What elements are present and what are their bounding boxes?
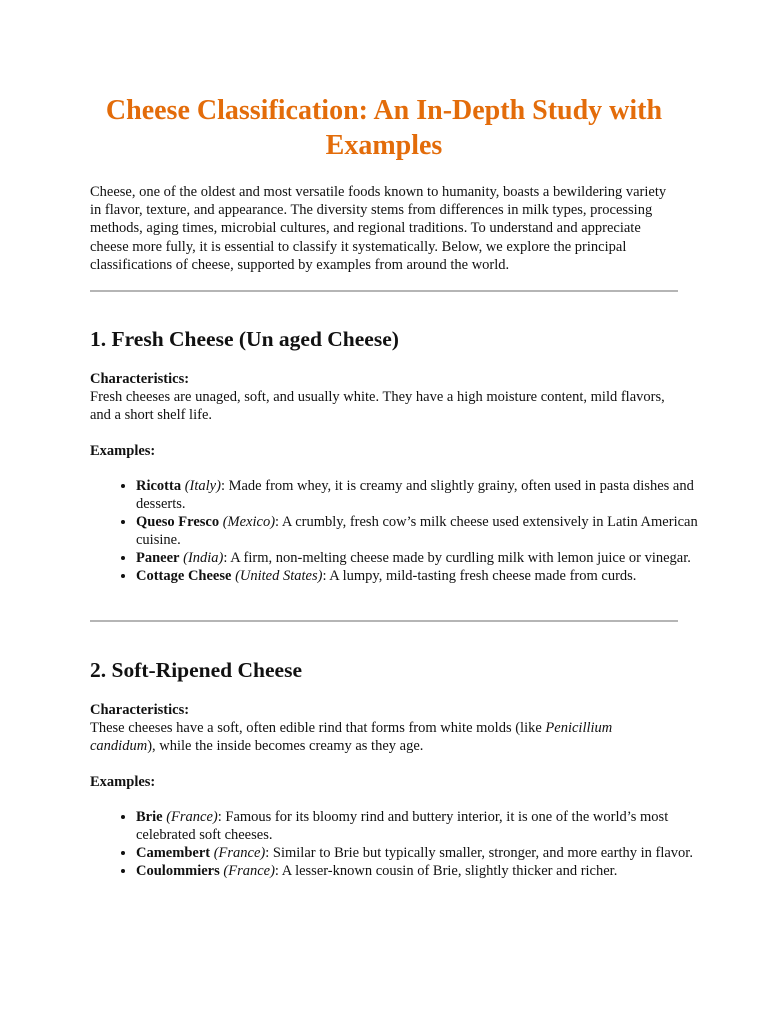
cheese-name: Camembert <box>136 845 211 861</box>
cheese-name: Cottage Cheese <box>136 568 232 584</box>
mold-species-name: Penicillium candidum <box>90 720 613 754</box>
document-title: Cheese Classification: An In-Depth Study with Examples <box>105 95 663 161</box>
list-item <box>136 844 724 862</box>
cheese-name: Ricotta <box>136 478 182 494</box>
characteristics-text: Fresh cheeses are unaged, soft, and usually white. They have a high moisture content, mild flavors, and a short shelf life. <box>90 389 665 423</box>
cheese-origin: (France) <box>223 863 275 879</box>
characteristics-label: Characteristics: <box>90 371 190 387</box>
cheese-description: : Famous for its bloomy rind and buttery interior, it is one of the world’s most celebrated soft cheeses. <box>136 809 669 843</box>
examples-label: Examples: <box>90 443 156 459</box>
list-item <box>136 477 724 513</box>
list-item <box>136 549 724 567</box>
examples-label: Examples: <box>90 774 156 790</box>
divider <box>90 620 678 622</box>
cheese-name: Queso Fresco <box>136 514 220 530</box>
cheese-name: Brie <box>136 809 163 825</box>
list-item <box>136 567 724 585</box>
cheese-origin: (France) <box>166 809 218 825</box>
section-heading-fresh-cheese: 1. Fresh Cheese (Un aged Cheese) <box>90 327 399 351</box>
cheese-description: : A lumpy, mild-tasting fresh cheese made from curds. <box>322 568 637 584</box>
cheese-origin: (France) <box>213 845 266 861</box>
characteristics-text <box>90 719 680 755</box>
cheese-description: : Similar to Brie but typically smaller, stronger, and more earthy in flavor. <box>265 845 693 861</box>
cheese-origin: (United States) <box>235 568 323 584</box>
section-heading-soft-ripened: 2. Soft-Ripened Cheese <box>90 658 302 682</box>
characteristics-text-start: These cheeses have a soft, often edible rind that forms from white molds (like <box>90 720 546 736</box>
characteristics-label: Characteristics: <box>90 702 190 718</box>
divider <box>90 290 678 292</box>
list-item <box>136 808 724 844</box>
cheese-description: : A lesser-known cousin of Brie, slightly thicker and richer. <box>274 863 618 879</box>
cheese-description: : A crumbly, fresh cow’s milk cheese used extensively in Latin American cuisine. <box>136 514 698 548</box>
list-item <box>136 513 724 549</box>
cheese-origin: (Mexico) <box>222 514 276 530</box>
characteristics-text-end: ), while the inside becomes creamy as they age. <box>147 738 424 754</box>
cheese-name: Paneer <box>136 550 180 566</box>
examples-list-soft-ripened <box>90 808 724 880</box>
list-item <box>136 862 724 880</box>
cheese-name: Coulommiers <box>136 863 220 879</box>
examples-list-fresh <box>90 477 724 585</box>
cheese-origin: (Italy) <box>184 478 221 494</box>
cheese-origin: (India) <box>183 550 224 566</box>
cheese-description: : Made from whey, it is creamy and slightly grainy, often used in pasta dishes and desserts. <box>136 478 694 512</box>
cheese-description: : A firm, non-melting cheese made by curdling milk with lemon juice or vinegar. <box>223 550 691 566</box>
intro-paragraph: Cheese, one of the oldest and most versatile foods known to humanity, boasts a bewildering variety in flavor, texture, and appearance. The diversity stems from differences in milk types, processing methods, aging times, microbial cultures, and regional traditions. To understand and appreciate cheese more fully, it is essential to classify it systematically. Below, we explore the principal classifications of cheese, supported by examples from around the world. <box>90 184 667 273</box>
